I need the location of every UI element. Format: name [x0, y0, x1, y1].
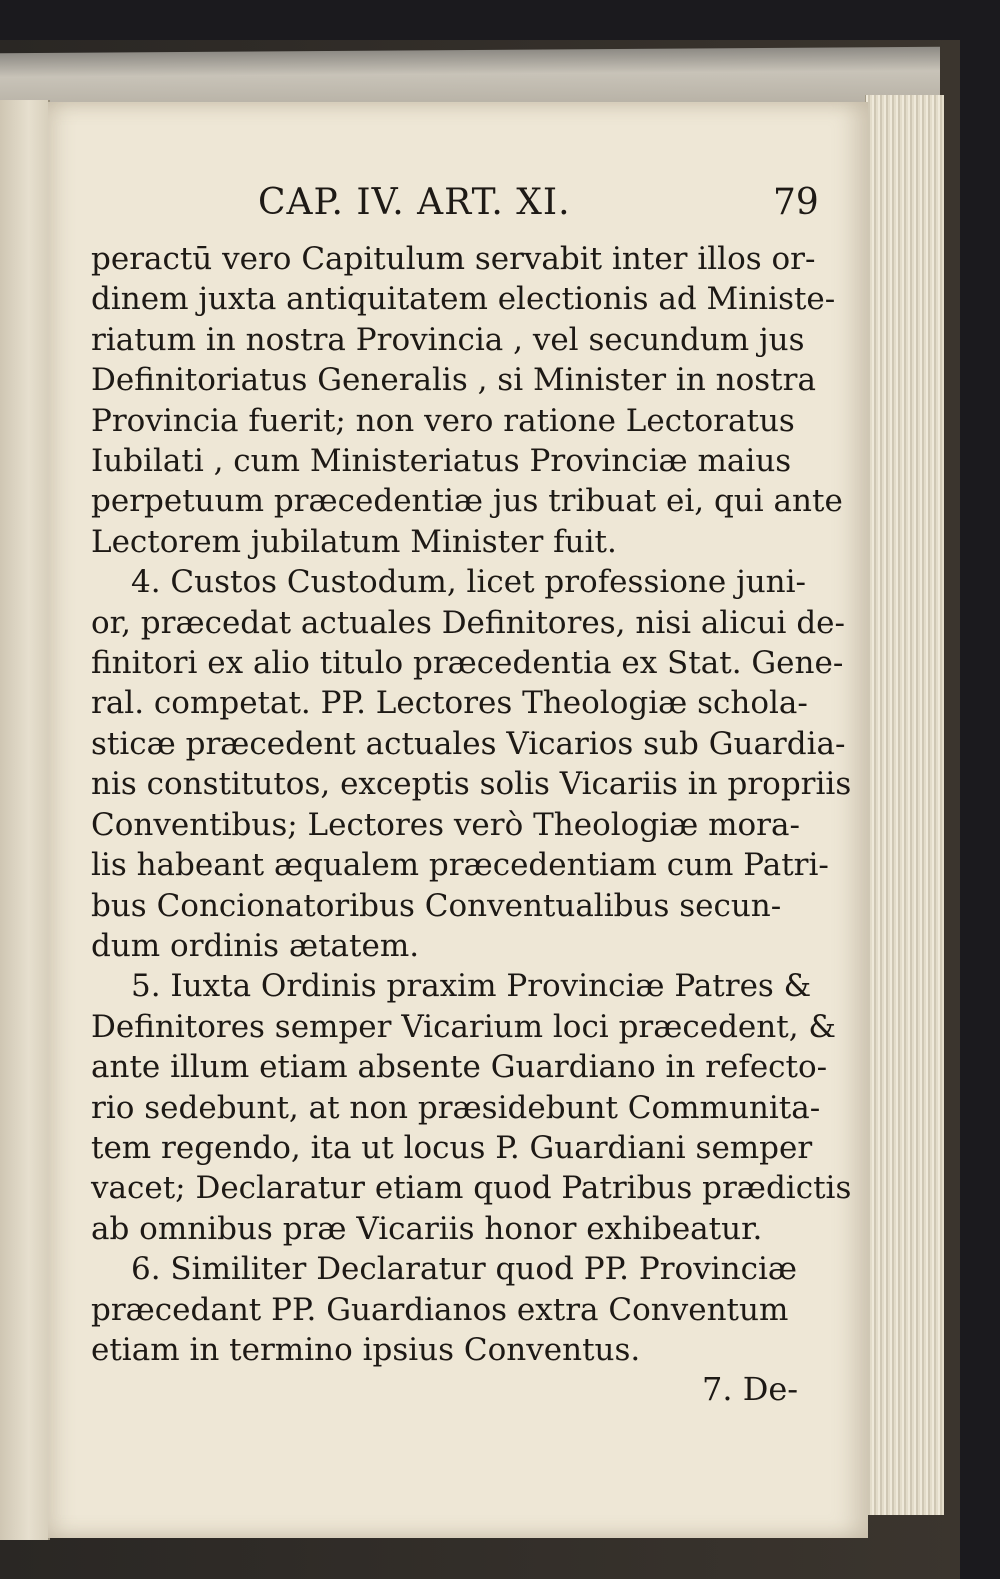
- text-line: or, præcedat actuales Definitores, nisi alicui de-: [91, 604, 845, 641]
- text-line: peractū vero Capitulum servabit inter illos or-: [91, 241, 816, 277]
- text-line: riatum in nostra Provincia , vel secundum jus: [91, 321, 805, 358]
- text-line: sticæ præcedent actuales Vicarios sub Guardia-: [91, 725, 846, 762]
- text-line: finitori ex alio titulo præcedentia ex Stat. Gene-: [91, 645, 844, 682]
- text-line: ante illum etiam absente Guardiano in refecto-: [91, 1049, 828, 1086]
- body-text: [91, 239, 852, 1370]
- text-line: Definitores semper Vicarium loci præcedent, &: [91, 1008, 836, 1045]
- text-line: etiam in termino ipsius Conventus.: [91, 1331, 641, 1368]
- text-line: Iubilati , cum Ministeriatus Provinciæ maius: [91, 443, 792, 480]
- text-line: ab omnibus præ Vicariis honor exhibeatur.: [91, 1210, 763, 1247]
- catchword: 7. De-: [702, 1370, 799, 1408]
- text-line: nis constitutos, exceptis solis Vicariis in propriis: [91, 766, 852, 803]
- text-line: Definitoriatus Generalis , si Minister in nostra: [91, 362, 816, 399]
- text-line: 4. Custos Custodum, licet professione juni-: [131, 564, 807, 601]
- text-line: rio sedebunt, at non præsidebunt Communita-: [91, 1089, 821, 1126]
- text-line: Conventibus; Lectores verò Theologiæ mora-: [91, 806, 800, 843]
- text-line: ral. competat. PP. Lectores Theologiæ schola-: [91, 685, 808, 722]
- text-line: dum ordinis ætatem.: [91, 927, 420, 964]
- running-head: CAP. IV. ART. XI.: [258, 182, 571, 223]
- text-line: Lectorem jubilatum Minister fuit.: [91, 523, 617, 560]
- text-line: dinem juxta antiquitatem electionis ad Ministe-: [91, 281, 836, 318]
- left-page-edge: [0, 100, 50, 1540]
- text-line: bus Concionatoribus Conventualibus secun-: [91, 887, 782, 924]
- text-line: tem regendo, ita ut locus P. Guardiani semper: [91, 1129, 813, 1166]
- text-line: perpetuum præcedentiæ jus tribuat ei, qui ante: [91, 483, 843, 520]
- text-line: 5. Iuxta Ordinis praxim Provinciæ Patres &: [131, 968, 812, 1005]
- page-number: 79: [773, 182, 819, 223]
- text-line: Provincia fuerit; non vero ratione Lectoratus: [91, 402, 795, 439]
- text-line: præcedant PP. Guardianos extra Conventum: [91, 1291, 789, 1328]
- text-line: 6. Similiter Declaratur quod PP. Provinciæ: [131, 1251, 798, 1288]
- text-line: lis habeant æqualem præcedentiam cum Patri-: [91, 847, 829, 884]
- text-line: vacet; Declaratur etiam quod Patribus prædictis: [91, 1170, 852, 1207]
- page-header: [48, 182, 868, 242]
- page-stack-edge: [865, 95, 944, 1515]
- book-page: [48, 102, 868, 1538]
